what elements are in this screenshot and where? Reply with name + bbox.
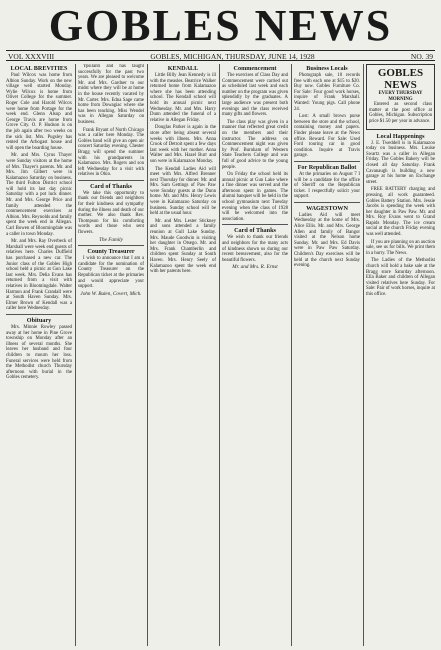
paragraph: At the primaries on August 7 I will be a candidate for the office of Sheriff on the Republican ticket. I respectfully solicit your support. — [294, 171, 360, 200]
publisher-box — [366, 64, 435, 130]
headline-wagestown: WAGESTOWN — [306, 204, 348, 212]
paragraph: Little Billy Jean Kennedy is ill with the measles. Beatrice Walker returned home from Kalamazoo where she has been attending school. The Kendall school will hold its annual picnic next Wednesday. Mr. and Mrs. Harry Dunn attended the funeral of a relative in Allegan Friday. — [150, 73, 216, 123]
paragraph: Frank Bryant of North Chicago was a caller here Monday. The Gobles band will give an open air concert Saturday evening. Chester Bragg will spend the summer with his grandparents in Kalamazoo. Mrs. Rogers and son left Wednesday for a visit with relatives in Ohio. — [78, 127, 144, 178]
paragraph: Paul Wilcox was home from Albion Sunday. Work on the new village well started Monday. Wylie Wilcox is home from Olivet College for the summer. Roger Cole and Harold Wilcox were home from Portage for the week end. Glenn Alsop and George Travis are home from Grove City. O. P. Hudson is on the job again after two weeks on the sick list. Mrs. Pugsley has rented the Arbogast house and will open the boarding house. — [6, 73, 72, 151]
divider — [6, 314, 72, 315]
column-2 — [78, 64, 144, 646]
headline-card-of-thanks: Card of Thanks — [90, 182, 132, 190]
paragraph: I wish to announce that I am a candidate for the nomination of County Treasurer on the Republican ticket at the primaries and would appreciate your support. — [78, 256, 144, 290]
paragraph: The Ladies of the Methodist church will hold a bake sale at the Bragg store Saturday afternoon. Ella Baker and children of Allegan visited relatives here Sunday. For Sale: Pair of work horses, inquire at this office. — [366, 258, 435, 297]
paragraph: If you are planning on an auction sale, see us for bills. We print them in a hurry. The News. — [366, 239, 435, 256]
paragraph: Mr. and Mrs. Ray Overbeck of Marshall were week end guests of relatives here. Charles Duffield has purchased a new car. The Junior class of the Gobles High school held a picnic at Gun Lake last week. Mrs. Delia Evans has returned from a visit with relatives in Bloomingdale. Walter Harmon and Frank Crandall were at South Haven Sunday. Mrs. Elmer Brown of Kendall was a caller here Wednesday. — [6, 239, 72, 312]
paragraph: Mr. and Mrs. Lester Stickney and sons attended a family reunion at Gull Lake Sunday. Mrs. Maude Goodwin is visiting her daughter in Otsego. Mr. and Mrs. Frank Chamberlin and children spent Sunday at South Haven. Mrs. Henry Seely of Kalamazoo spent the week end with her parents here. — [150, 218, 216, 275]
paragraph: On Friday the school held its annual picnic at Gun Lake where a fine dinner was served and the afternoon spent in games. The alumni banquet will be held in the school gymnasium next Tuesday evening when the class of 1928 will be welcomed into the association. — [222, 172, 288, 222]
paragraph: The Kendall Ladies Aid will meet with Mrs. Alfred Brenner next Thursday for dinner. Mr. and Mrs. Sam Gettings of Paw Paw were Sunday guests at the Dunn home. Mr. and Mrs. Henry Lewis were in Kalamazoo Saturday on business. Sunday school will be held at the usual hour. — [150, 166, 216, 217]
signature: Mr. and Mrs. R. Ernst — [232, 264, 278, 271]
place-date: GOBLES, MICHIGAN, THURSDAY, JUNE 14, 1928 — [150, 52, 315, 61]
headline-card-of-thanks: Card of Thanks — [234, 227, 276, 235]
volume-number: VOL XXXVIII — [8, 52, 55, 61]
column-4 — [222, 64, 288, 646]
headline-commencement: Commencement — [233, 65, 277, 72]
signature: John W. Bulen, Covert, Mich. — [80, 290, 142, 297]
column-rule — [219, 64, 220, 646]
headline-local-brevities: LOCAL BREVITIES — [10, 65, 68, 72]
headline-obituary: Obituary — [26, 316, 52, 324]
headline-republican-ballot: For Republican Ballot — [297, 163, 357, 171]
dateline — [6, 50, 435, 61]
issue-number: NO. 39 — [410, 52, 433, 61]
divider — [222, 224, 288, 225]
divider — [78, 180, 144, 181]
column-6 — [366, 64, 435, 646]
column-3 — [150, 64, 216, 646]
paragraph: Mr. and Mrs. Cyrus Thayer were Sunday visitors at the home of Mrs. Thayer's parents. Mr. and Mrs. Jim Gilbert were in Kalamazoo Saturday on business. The third Fulton District school will hold its last day picnic Saturday with a pot luck dinner. Mr. and Mrs. George Price and family attended the commencement exercises at Albion. Mrs. Reynolds and family spent the week end in Allegan. Carl Bowen of Bloomingdale was a caller in town Monday. — [6, 153, 72, 237]
paragraph: Douglas Parker is again in the store after being absent several weeks with illness. Mrs. Anna Crook of Detroit spent a few days last week with her mother. Anna Walter and Mrs. Hazel Burr and son were in Kalamazoo Monday. — [150, 125, 216, 164]
column-rule — [291, 64, 292, 646]
masthead: GOBLES NEWS — [48, 1, 393, 50]
paragraph: FREE BATTERY charging and pressing, all work guaranteed. Gobles Battery Station. Mrs. Jessie Jacobs is spending the week with her daughter in Paw Paw. Mr. and Mrs. Roy Evans went to Grand Rapids Monday. The ice cream social at the church Friday evening was well attended. — [366, 187, 435, 238]
paragraph: The class play was given in a manner that reflected great credit on the members and their instructor. The address on Commencement night was given by Prof. Burnham of Western State Teachers College and was full of good advice to the young people. — [222, 119, 288, 170]
headline-local-happenings: Local Happenings — [376, 132, 425, 140]
publisher-title: GOBLES NEWS — [377, 67, 424, 91]
paragraph: The exercises of Class Day and Commencement were carried out as scheduled last week and each number on the program was given splendidly by the graduates. A large audience was present both evenings and the class received many gifts and flowers. — [222, 73, 288, 118]
divider — [78, 245, 144, 246]
column-5 — [294, 64, 360, 646]
paragraph: J. E. Tweddell is in Kalamazoo today on business. Mrs. Louise Swartz was a caller in Allegan Friday. The Gobles Bakery will be closed all day Saturday. Frank Cavanaugh is building a new garage at his home on Exchange street. — [366, 140, 435, 185]
signature: The Family — [99, 236, 123, 243]
headline-county-treasurer: County Treasurer — [87, 248, 135, 256]
paragraph: We wish to thank our friends and neighbors for the many acts of kindness shown us during our recent bereavement, also for the beautiful flowers. — [222, 235, 288, 263]
paragraph: Ladies Aid will meet Wednesday at the home of Mrs. Alice Ellis. Mr. and Mrs. George Allen and family of Bangor visited at the Nelson home Sunday. Mr. and Mrs. Ed Davis were in Paw Paw Saturday. Children's Day exercises will be held at the church next Sunday evening. — [294, 212, 360, 269]
headline-business-locals: Business Locals — [306, 65, 348, 72]
column-rule — [363, 64, 364, 646]
headline-kendall: KENDALL — [167, 65, 199, 72]
divider — [294, 161, 360, 162]
column-rule — [75, 64, 76, 646]
paragraph: Mrs. Minnie Rowley passed away at her home in Pine Grove township on Monday after an illness of several months. She leaves her husband and four children to mourn her loss. Funeral services were held from the Methodist church Thursday afternoon with burial in the Gobles cemetery. — [6, 324, 72, 381]
paragraph: We take this opportunity to thank our friends and neighbors for their kindness and sympathy during the illness and death of our mother. We also thank Rev. Thompson for his comforting words and those who sent flowers. — [78, 190, 144, 236]
publisher-text: Entered as second class matter at the post office at Gobles, Michigan. Subscription price $1.50 per year in advance. — [369, 102, 432, 124]
paragraph: Lost: A small brown purse between the store and the school, containing money and papers. Finder please leave at the News office. Reward. For Sale: Used Ford touring car in good condition. Inquire at Travis garage. — [294, 114, 360, 159]
column-rule — [147, 64, 148, 646]
divider — [294, 202, 360, 203]
column-1 — [6, 64, 72, 646]
paragraph: Ypsilanti and has taught successfully for the past two years. We are pleased to welcome Mr. and Mrs. Gardner to our midst where they will be at home in the house recently vacated by Mr. Carter. Mrs. Edna Sage came home from Dowagiac where she has been teaching. Miss Wendel was in Allegan Saturday on business. — [78, 64, 144, 125]
publisher-subtitle: EVERY THURSDAY MORNING — [378, 91, 423, 102]
paragraph: Photograph sale, 10 records free with each one at $15 to $20. Buy now. Gobles Furniture Co. For Sale: Four good work horses, inquire of Frank Marshall. Wanted: Young pigs. Call phone 24. — [294, 73, 360, 112]
